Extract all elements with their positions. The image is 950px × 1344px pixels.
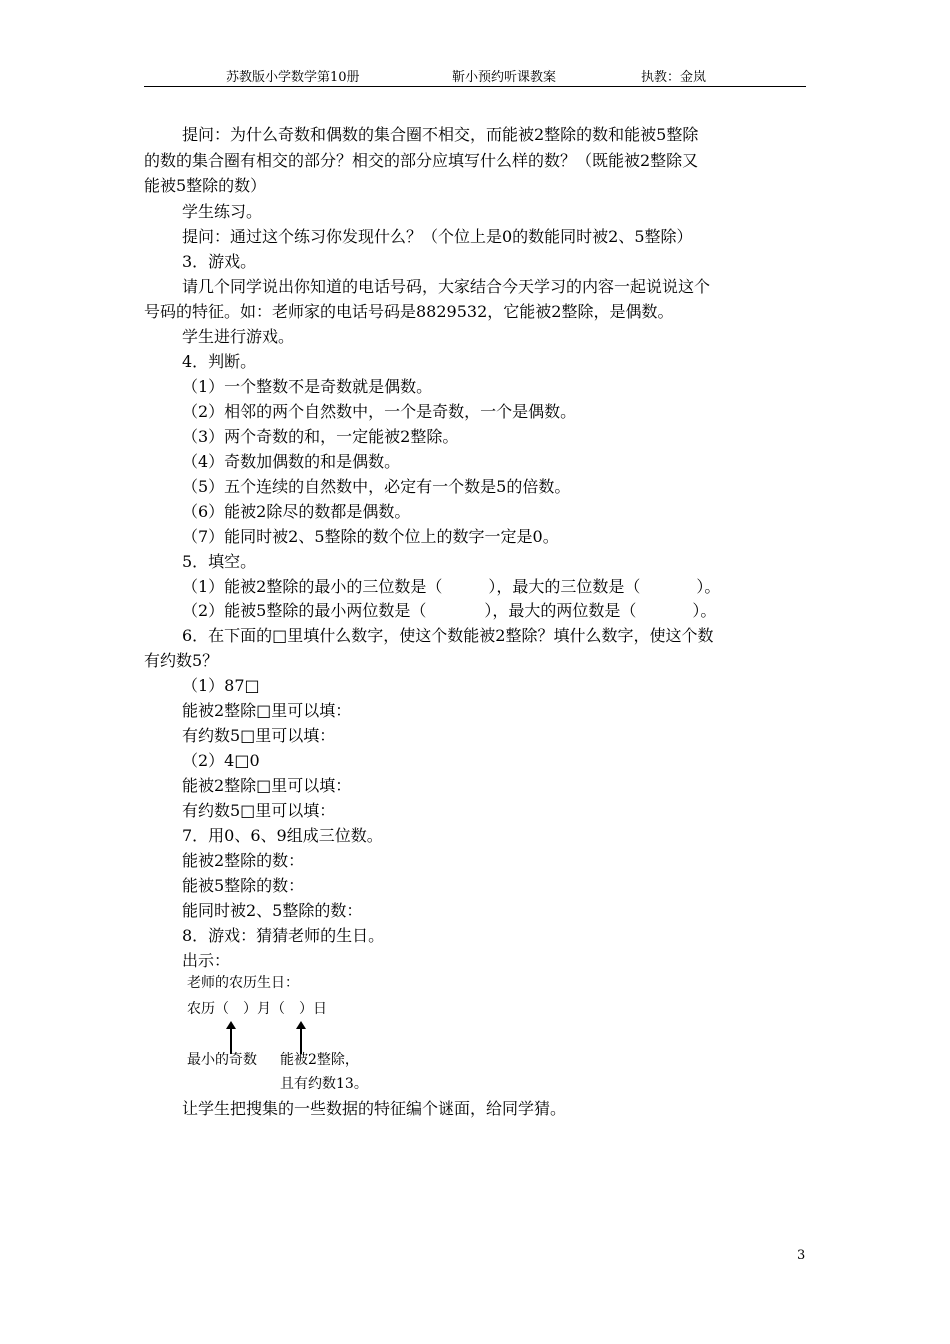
judge-item: （4）奇数加偶数的和是偶数。 [182, 452, 401, 471]
fill-item-1-part-b: ），最大的三位数是（ [488, 577, 641, 596]
section-7-c: 能同时被2、5整除的数： [182, 901, 363, 920]
section-3-line-1: 请几个同学说出你知道的电话号码，大家结合今天学习的内容一起说说这个 [182, 277, 711, 296]
question-line-1: 提问：为什么奇数和偶数的集合圈不相交，而能被2整除的数和能被5整除 [182, 125, 699, 144]
section-8-show: 出示： [182, 951, 231, 970]
question-line-2: 的数的集合圈有相交的部分？相交的部分应填写什么样的数？（既能被2整除又 [144, 151, 699, 170]
header-textbook: 苏教版小学数学第10册 [226, 70, 360, 85]
hint-day-a: 能被2整除， [280, 1052, 359, 1068]
section-6-item-1-a: 能被2整除□里可以填： [182, 701, 352, 720]
fill-item-2-part-b: ），最大的两位数是（ [484, 601, 637, 620]
fill-item-1-part-a: （1）能被2整除的最小的三位数是（ [182, 577, 443, 596]
section-5-title: 5．填空。 [182, 552, 257, 571]
fill-item-2 [182, 600, 716, 622]
section-6-item-1: （1）87□ [182, 676, 260, 695]
section-4-title: 4．判断。 [182, 352, 257, 371]
section-6-item-1-b: 有约数5□里可以填： [182, 726, 336, 745]
section-7-b: 能被5整除的数： [182, 876, 305, 895]
question-2: 提问：通过这个练习你发现什么？（个位上是0的数能同时被2、5整除） [182, 227, 693, 246]
judge-item: （7）能同时被2、5整除的数个位上的数字一定是0。 [182, 527, 559, 546]
birthday-title: 老师的农历生日： [187, 975, 299, 991]
fill-item-2-part-c: ）。 [692, 601, 717, 620]
section-6-item-2: （2）4□0 [182, 751, 260, 770]
hint-month: 最小的奇数 [187, 1052, 257, 1068]
judge-item: （6）能被2除尽的数都是偶数。 [182, 502, 411, 521]
question-line-3: 能被5整除的数） [144, 176, 267, 195]
fill-item-1-part-c: ）。 [696, 577, 721, 596]
hint-day-b: 且有约数13。 [280, 1076, 368, 1092]
page-header [144, 66, 806, 87]
header-teacher: 执教：金岚 [641, 70, 707, 85]
section-6-line-1: 6．在下面的□里填什么数字，使这个数能被2整除？填什么数字，使这个数 [182, 626, 714, 645]
section-3-line-2: 号码的特征。如：老师家的电话号码是8829532，它能被2整除，是偶数。 [144, 302, 674, 321]
judge-item: （1）一个整数不是奇数就是偶数。 [182, 377, 433, 396]
header-title: 靳小预约听课教案 [452, 70, 557, 85]
birthday-date: 农历（ ）月（ ）日 [187, 1001, 327, 1017]
section-8-title: 8．游戏：猜猜老师的生日。 [182, 926, 385, 945]
judge-item: （2）相邻的两个自然数中，一个是奇数，一个是偶数。 [182, 402, 577, 421]
section-6-item-2-b: 有约数5□里可以填： [182, 801, 336, 820]
student-practice: 学生练习。 [182, 202, 263, 221]
section-8-end: 让学生把搜集的一些数据的特征编个谜面，给同学猜。 [182, 1099, 567, 1118]
section-7-title: 7．用0、6、9组成三位数。 [182, 826, 383, 845]
section-7-a: 能被2整除的数： [182, 851, 305, 870]
section-6-line-2: 有约数5？ [144, 651, 219, 670]
page-number: 3 [797, 1248, 806, 1263]
section-6-item-2-a: 能被2整除□里可以填： [182, 776, 352, 795]
section-3-title: 3．游戏。 [182, 252, 257, 271]
fill-item-2-part-a: （2）能被5整除的最小两位数是（ [182, 601, 427, 620]
judge-item: （5）五个连续的自然数中，必定有一个数是5的倍数。 [182, 477, 571, 496]
section-3-game: 学生进行游戏。 [182, 327, 295, 346]
judge-item: （3）两个奇数的和，一定能被2整除。 [182, 427, 459, 446]
fill-item-1 [182, 576, 720, 598]
